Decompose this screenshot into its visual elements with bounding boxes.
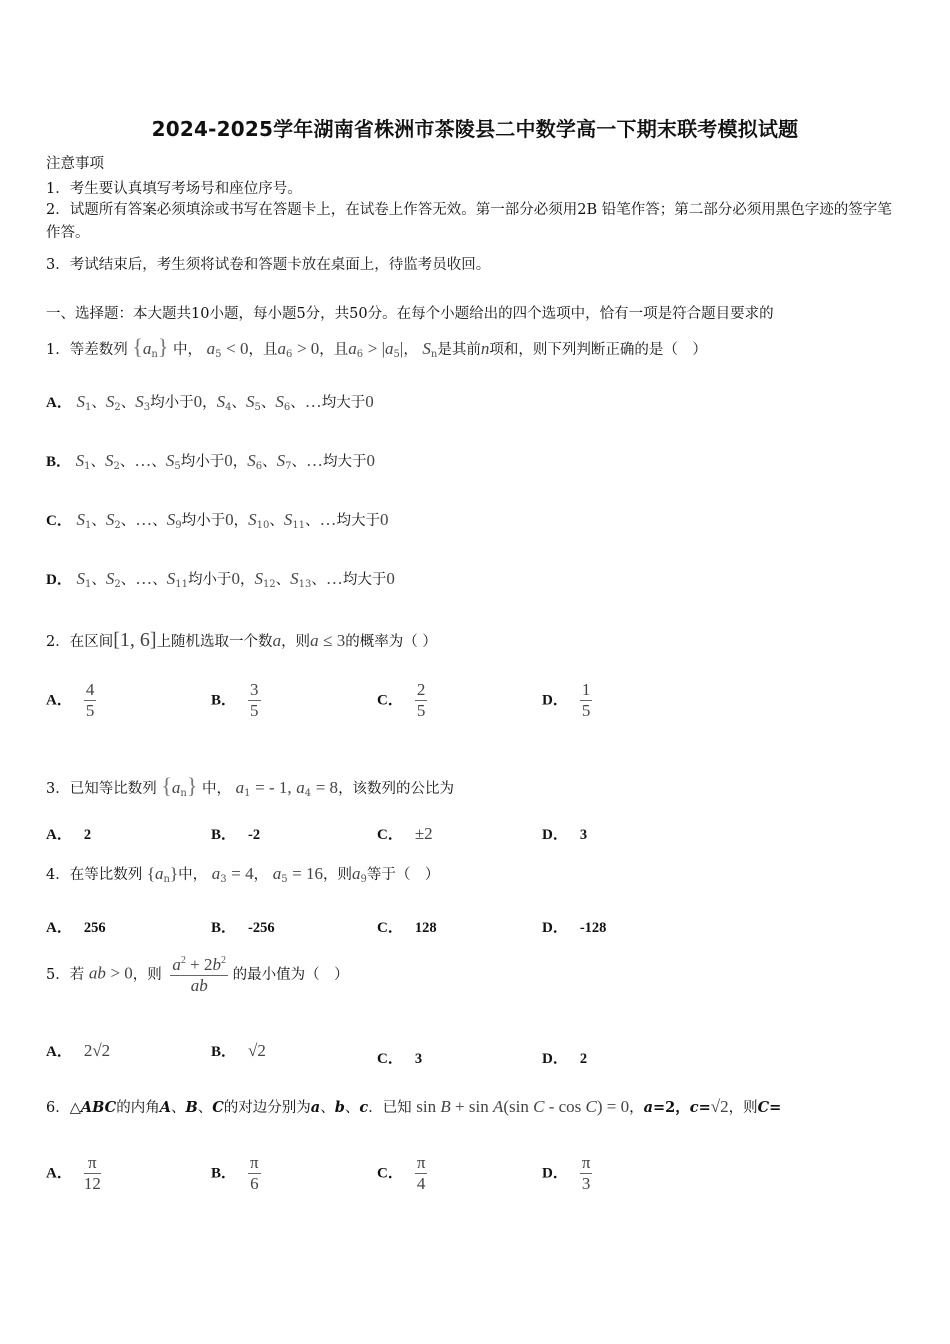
q2-option-c[interactable]: C． $\frac{2}{5}$ [377,680,426,720]
q5-option-d[interactable]: D． 2 [542,1051,588,1067]
q4-option-c[interactable]: C． 128 [377,920,437,936]
section-heading: 一、选择题：本大题共10小题，每小题5分，共50分。在每个小题给出的四个选项中，恰有一项是符合题目要求的 [46,306,774,322]
question-2: 2．在区间[1, 6]上随机选取一个数a，则a ≤ 3的概率为（ ） [46,629,437,651]
q3-option-a[interactable]: A． 2 [46,827,92,843]
q4-option-d[interactable]: D． -128 [542,920,607,936]
q3-option-c[interactable]: C． ±2 [377,824,433,843]
q1-option-a[interactable]: A． $S_1$、$S_2$、$S_3$均小于0，$S_4$、$S_5$、$S_6$、…均大于0 [46,392,374,413]
q4-option-a[interactable]: A． 256 [46,920,106,936]
q1-option-c[interactable]: C． $S_1$、$S_2$、…、$S_9$均小于0，$S_{10}$、$S_{11}$、…均大于0 [46,510,389,531]
question-5: 5．若 ab > 0，则 $\frac{a^2 + 2b^2}{ab}$ 的最小值为（ ） [46,951,349,996]
notice-heading: 注意事项 [46,156,104,172]
question-4: 4．在等比数列 $\{a_n\}$中， $a_3 = 4$， $a_5 = 16$，则$a_9$等于（ ） [46,864,440,885]
q4-option-b[interactable]: B． -256 [211,920,275,936]
q6-option-a[interactable]: A． $\frac{\pi}{12}$ [46,1153,101,1193]
question-6: 6．△ABC的内角A、B、C的对边分别为a、b、c．已知 sin B + sin A(sin C - cos C) = 0，a=2，c=√2，则C= [46,1097,782,1116]
notice-item: 3．考试结束后，考生须将试卷和答题卡放在桌面上，待监考员收回。 [46,257,491,273]
q2-option-d[interactable]: D． $\frac{1}{5}$ [542,680,591,720]
q5-option-a[interactable]: A． 2√2 [46,1041,111,1060]
q3-option-d[interactable]: D． 3 [542,827,588,843]
question-3: 3．已知等比数列 $\{a_n\}$ 中， $a_1$ = - 1, $a_4 = 8$，该数列的公比为 [46,773,455,799]
q2-option-a[interactable]: A． $\frac{4}{5}$ [46,680,95,720]
q5-option-b[interactable]: B． √2 [211,1041,266,1060]
q6-option-c[interactable]: C． $\frac{\pi}{4}$ [377,1153,426,1193]
q3-option-b[interactable]: B． -2 [211,827,261,843]
notice-item: 2．试题所有答案必须填涂或书写在答题卡上，在试卷上作答无效。第一部分必须用2B 铅笔作答；第二部分必须用黑色字迹的签字笔作答。 [46,202,892,241]
notice-item: 1．考生要认真填写考场号和座位序号。 [46,181,302,197]
q5-option-c[interactable]: C． 3 [377,1051,423,1067]
q6-option-b[interactable]: B． $\frac{\pi}{6}$ [211,1153,259,1193]
q2-option-b[interactable]: B． $\frac{3}{5}$ [211,680,259,720]
q1-option-d[interactable]: D． $S_1$、$S_2$、…、$S_{11}$均小于0，$S_{12}$、$S_{13}$、…均大于0 [46,569,395,590]
question-1: 1．等差数列 $\{a_n\}$ 中， $a_5 < 0$，且$a_6 > 0$，且$a_6 > |a_5|$， $S_n$是其前n项和，则下列判断正确的是（ ） [46,334,707,360]
q6-option-d[interactable]: D． $\frac{\pi}{3}$ [542,1153,591,1193]
q1-option-b[interactable]: B． $S_1$、$S_2$、…、$S_5$均小于0，$S_6$、$S_7$、…均大于0 [46,451,375,472]
page-title: 2024-2025学年湖南省株洲市茶陵县二中数学高一下期末联考模拟试题 [151,117,799,141]
